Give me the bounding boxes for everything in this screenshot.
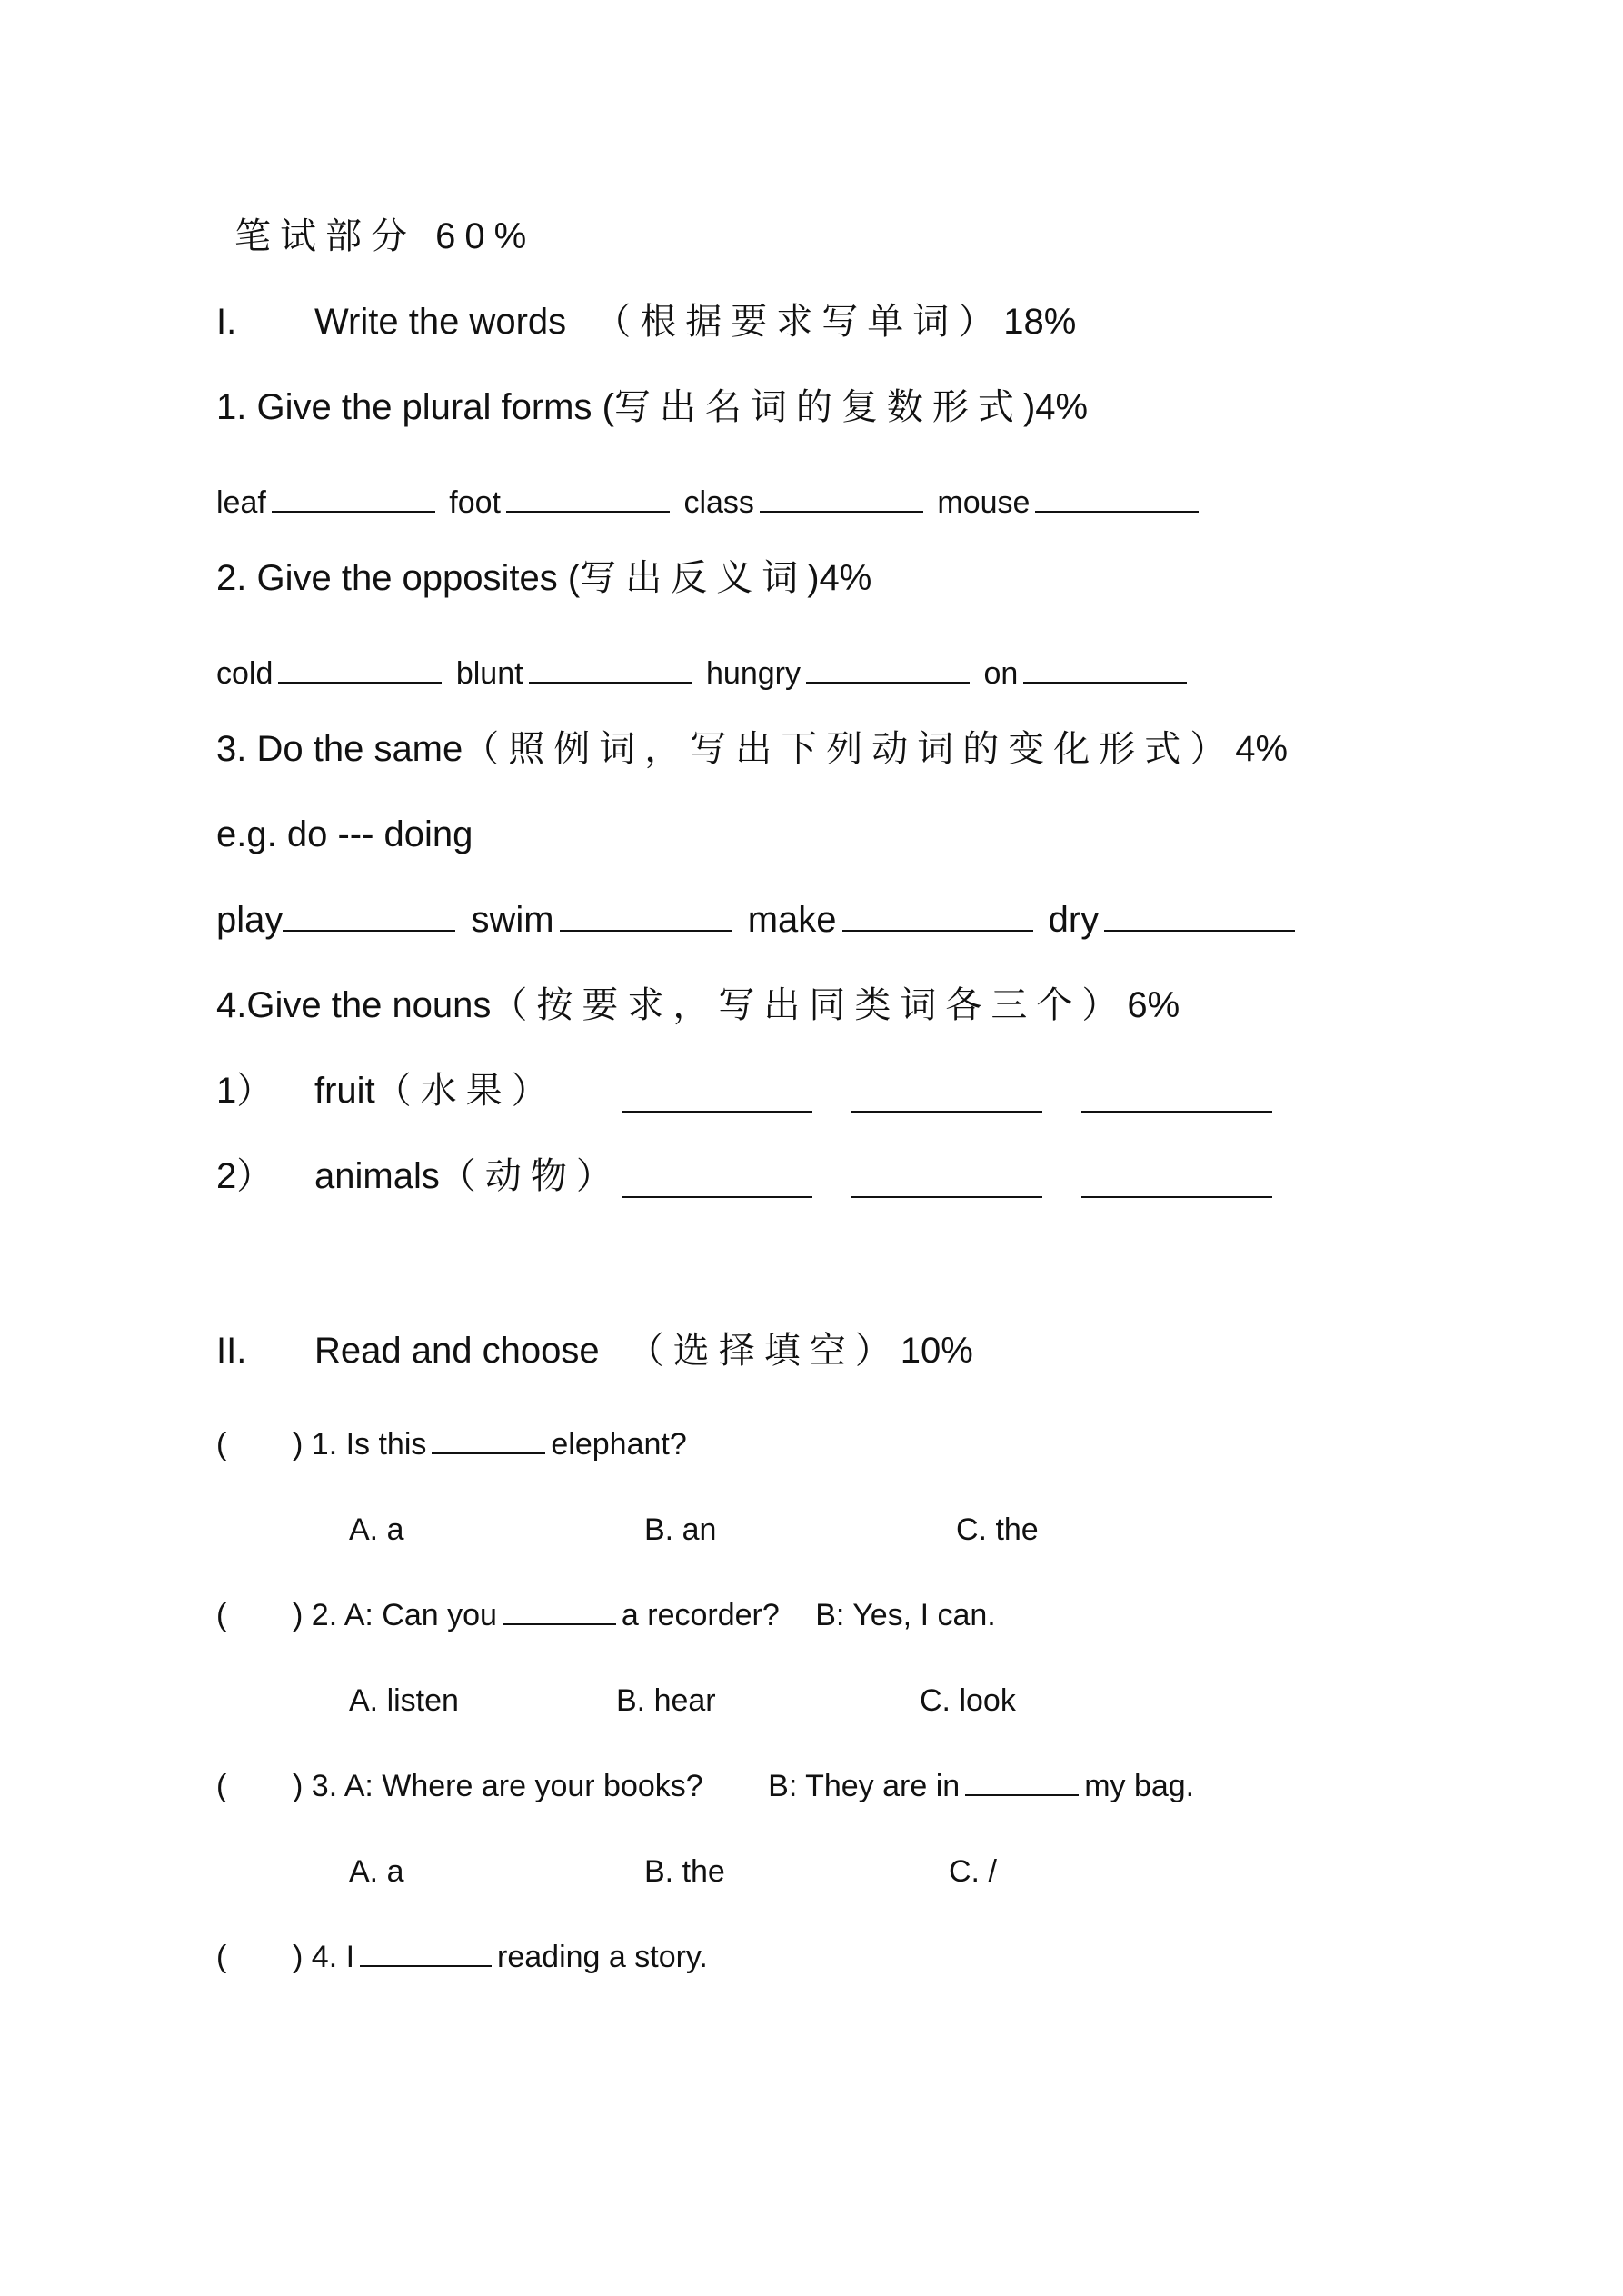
- word-on: on: [983, 656, 1019, 691]
- question-text-end: reading a story.: [497, 1940, 708, 1974]
- answer-paren-close: ): [293, 1598, 304, 1632]
- item-label-cn: （水果）: [374, 1071, 557, 1111]
- part-3-example: e.g. do --- doing: [216, 814, 473, 854]
- part-1-heading: [216, 389, 1088, 425]
- question-text-end: elephant?: [551, 1427, 687, 1462]
- word-dry: dry: [1048, 900, 1100, 940]
- answer-paren-close: ): [293, 1769, 304, 1803]
- answer-blank[interactable]: [506, 485, 670, 513]
- part-2-words: [216, 656, 1192, 689]
- answer-paren-open: (: [216, 1598, 227, 1632]
- part-3-words: [216, 902, 1300, 938]
- part-3-heading: [216, 731, 1288, 767]
- option-a[interactable]: A. a: [349, 1854, 404, 1889]
- option-c[interactable]: C. /: [949, 1854, 997, 1889]
- answer-blank[interactable]: [622, 1196, 812, 1198]
- word-swim: swim: [471, 900, 554, 940]
- word-cold: cold: [216, 656, 274, 691]
- question-text: 1. Is this: [311, 1427, 427, 1462]
- noun-item-fruit: [216, 1073, 557, 1109]
- part-1-heading-end: )4%: [1022, 387, 1089, 427]
- word-foot: foot: [449, 485, 501, 520]
- answer-blank[interactable]: [622, 1111, 812, 1113]
- option-a[interactable]: A. a: [349, 1512, 404, 1547]
- question-1: [216, 1427, 687, 1460]
- question-blank: [432, 1427, 545, 1454]
- question-4: [216, 1940, 708, 1972]
- page-title: 笔试部分 60%: [234, 216, 536, 256]
- section-2-heading: [216, 1333, 973, 1369]
- section-1-heading: [216, 304, 1076, 340]
- answer-paren-close: ): [293, 1427, 304, 1462]
- part-4-heading: [216, 987, 1180, 1023]
- answer-blank[interactable]: [278, 656, 442, 684]
- word-make: make: [747, 900, 837, 940]
- item-number: 1）: [216, 1071, 274, 1111]
- answer-blank[interactable]: [1081, 1196, 1272, 1198]
- question-text-mid: B: They are in: [768, 1769, 961, 1803]
- section-2-title: Read and choose: [314, 1331, 600, 1371]
- section-2-numeral: II.: [216, 1331, 247, 1371]
- option-c[interactable]: C. the: [956, 1512, 1039, 1547]
- option-b[interactable]: B. hear: [616, 1683, 716, 1718]
- option-c[interactable]: C. look: [920, 1683, 1016, 1718]
- question-text: 4. I: [311, 1940, 355, 1974]
- answer-blank[interactable]: [272, 485, 435, 513]
- section-1-title-cn: （根据要求写单词）: [594, 302, 1004, 342]
- answer-paren-open: (: [216, 1769, 227, 1803]
- part-2-heading-en: 2. Give the opposites (: [216, 558, 581, 598]
- answer-blank[interactable]: [1035, 485, 1199, 513]
- answer-blank[interactable]: [1081, 1111, 1272, 1113]
- answer-blank[interactable]: [760, 485, 923, 513]
- section-1-numeral: I.: [216, 302, 237, 342]
- part-4-heading-en: 4.Give the nouns: [216, 985, 492, 1025]
- question-text: 3. A: Where are your books?: [311, 1769, 703, 1803]
- question-text-end: my bag.: [1084, 1769, 1195, 1803]
- answer-paren-close: ): [293, 1940, 304, 1974]
- answer-blank[interactable]: [806, 656, 970, 684]
- question-blank: [503, 1598, 616, 1625]
- item-label-cn: （动物）: [439, 1156, 622, 1196]
- part-4-heading-cn: （按要求，写出同类词各三个）: [491, 985, 1128, 1025]
- answer-blank[interactable]: [283, 904, 455, 932]
- answer-blank[interactable]: [1104, 904, 1295, 932]
- option-a[interactable]: A. listen: [349, 1683, 459, 1718]
- answer-paren-open: (: [216, 1427, 227, 1462]
- answer-blank[interactable]: [1023, 656, 1187, 684]
- section-1-title: Write the words: [314, 302, 567, 342]
- question-3: [216, 1769, 1194, 1802]
- word-leaf: leaf: [216, 485, 266, 520]
- part-3-heading-cn: （照例词，写出下列动词的变化形式）: [463, 729, 1236, 769]
- answer-blank[interactable]: [851, 1111, 1042, 1113]
- answer-blank[interactable]: [851, 1196, 1042, 1198]
- part-2-heading-end: )4%: [807, 558, 872, 598]
- section-1-score: 18%: [1003, 302, 1077, 342]
- answer-blank[interactable]: [842, 904, 1033, 932]
- answer-blank[interactable]: [560, 904, 732, 932]
- part-3-heading-end: 4%: [1235, 729, 1289, 769]
- word-mouse: mouse: [937, 485, 1031, 520]
- section-2-title-cn: （选择填空）: [627, 1331, 901, 1371]
- question-2: [216, 1598, 996, 1631]
- question-text: 2. A: Can you: [311, 1598, 497, 1632]
- part-1-heading-cn: 写出名词的复数形式: [613, 387, 1023, 427]
- question-text-end: a recorder?: [621, 1598, 780, 1632]
- noun-item-animals: [216, 1158, 622, 1194]
- word-hungry: hungry: [706, 656, 801, 691]
- answer-blank[interactable]: [529, 656, 692, 684]
- part-1-words: [216, 485, 1204, 518]
- part-2-heading-cn: 写出反义词: [580, 558, 808, 598]
- word-blunt: blunt: [455, 656, 523, 691]
- section-2-score: 10%: [900, 1331, 973, 1371]
- option-b[interactable]: B. an: [644, 1512, 717, 1547]
- item-number: 2）: [216, 1156, 274, 1196]
- question-blank: [360, 1940, 492, 1967]
- item-label: animals: [314, 1156, 440, 1196]
- answer-paren-open: (: [216, 1940, 227, 1974]
- word-play: play: [216, 900, 284, 940]
- option-b[interactable]: B. the: [644, 1854, 725, 1889]
- question-answer-text: B: Yes, I can.: [815, 1598, 996, 1632]
- part-4-heading-end: 6%: [1127, 985, 1180, 1025]
- item-label: fruit: [314, 1071, 375, 1111]
- part-3-heading-en: 3. Do the same: [216, 729, 463, 769]
- part-1-heading-en: 1. Give the plural forms (: [216, 387, 614, 427]
- question-blank: [965, 1769, 1079, 1796]
- word-class: class: [683, 485, 754, 520]
- part-2-heading: [216, 560, 871, 596]
